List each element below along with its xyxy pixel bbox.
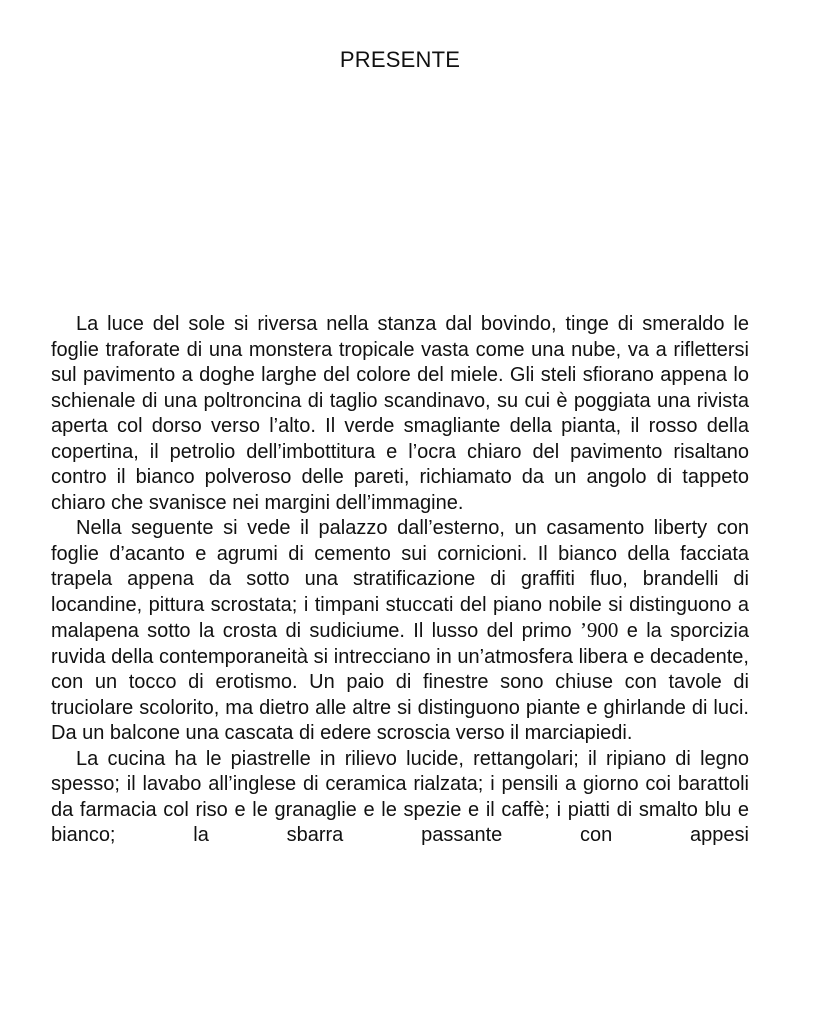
paragraph-kitchen: La cucina ha le piastrelle in rilievo lucide, rettangolari; il ripiano di legno spesso; il lavabo all’inglese di ceramica rialzata; i pensili a giorno coi barattoli da farmacia col riso e le granaglie e le spezie e il caffè; i piatti di smalto blu e bianco; la sbarra passante con appesi: [51, 747, 749, 846]
paragraph-palazzo: [51, 516, 749, 747]
paragraph-living-room: La luce del sole si riversa nella stanza dal bovindo, tinge di smeraldo le foglie traforate di una monstera tropicale vasta come una nube, va a riflettersi sul pavimento a doghe larghe del colore del miele. Gli steli sfiorano appena lo schienale di una poltroncina di taglio scandinavo, su cui è poggiata una rivista aperta col dorso verso l’alto. Il verde smagliante della pianta, il rosso della copertina, il petrolio dell’imbottitura e l’ocra chiaro del pavimento risaltano contro il bianco polveroso delle pareti, richiamato da un angolo di tappeto chiaro che svanisce nei margini dell’immagine.: [51, 313, 749, 514]
paragraph-palazzo-part-1: Nella seguente si vede il palazzo dall’esterno, un casamento liberty con foglie d’acanto e agrumi di cemento sui cornicioni. Il bianco della facciata trapela appena da sotto una stratificazione di graffiti fluo, brandelli di locandine, pittura scrostata; i timpani stuccati del piano nobile si distinguono a malapena sotto la crosta di sudiciume. Il lusso del primo: [51, 517, 749, 642]
body-text: [51, 312, 749, 849]
page-title: PRESENTE: [339, 47, 461, 72]
paragraph-palazzo-part-2: e la sporcizia ruvida della contemporaneità si intrecciano in un’atmosfera libera e decadente, con un tocco di erotismo. Un paio di finestre sono chiuse con tavole di truciolare scolorito, ma dietro alle altre si distinguono piante e ghirlande di luci. Da un balcone una cascata di edere scroscia verso il marciapiedi.: [51, 620, 749, 744]
century-reference: ’900: [579, 618, 619, 642]
